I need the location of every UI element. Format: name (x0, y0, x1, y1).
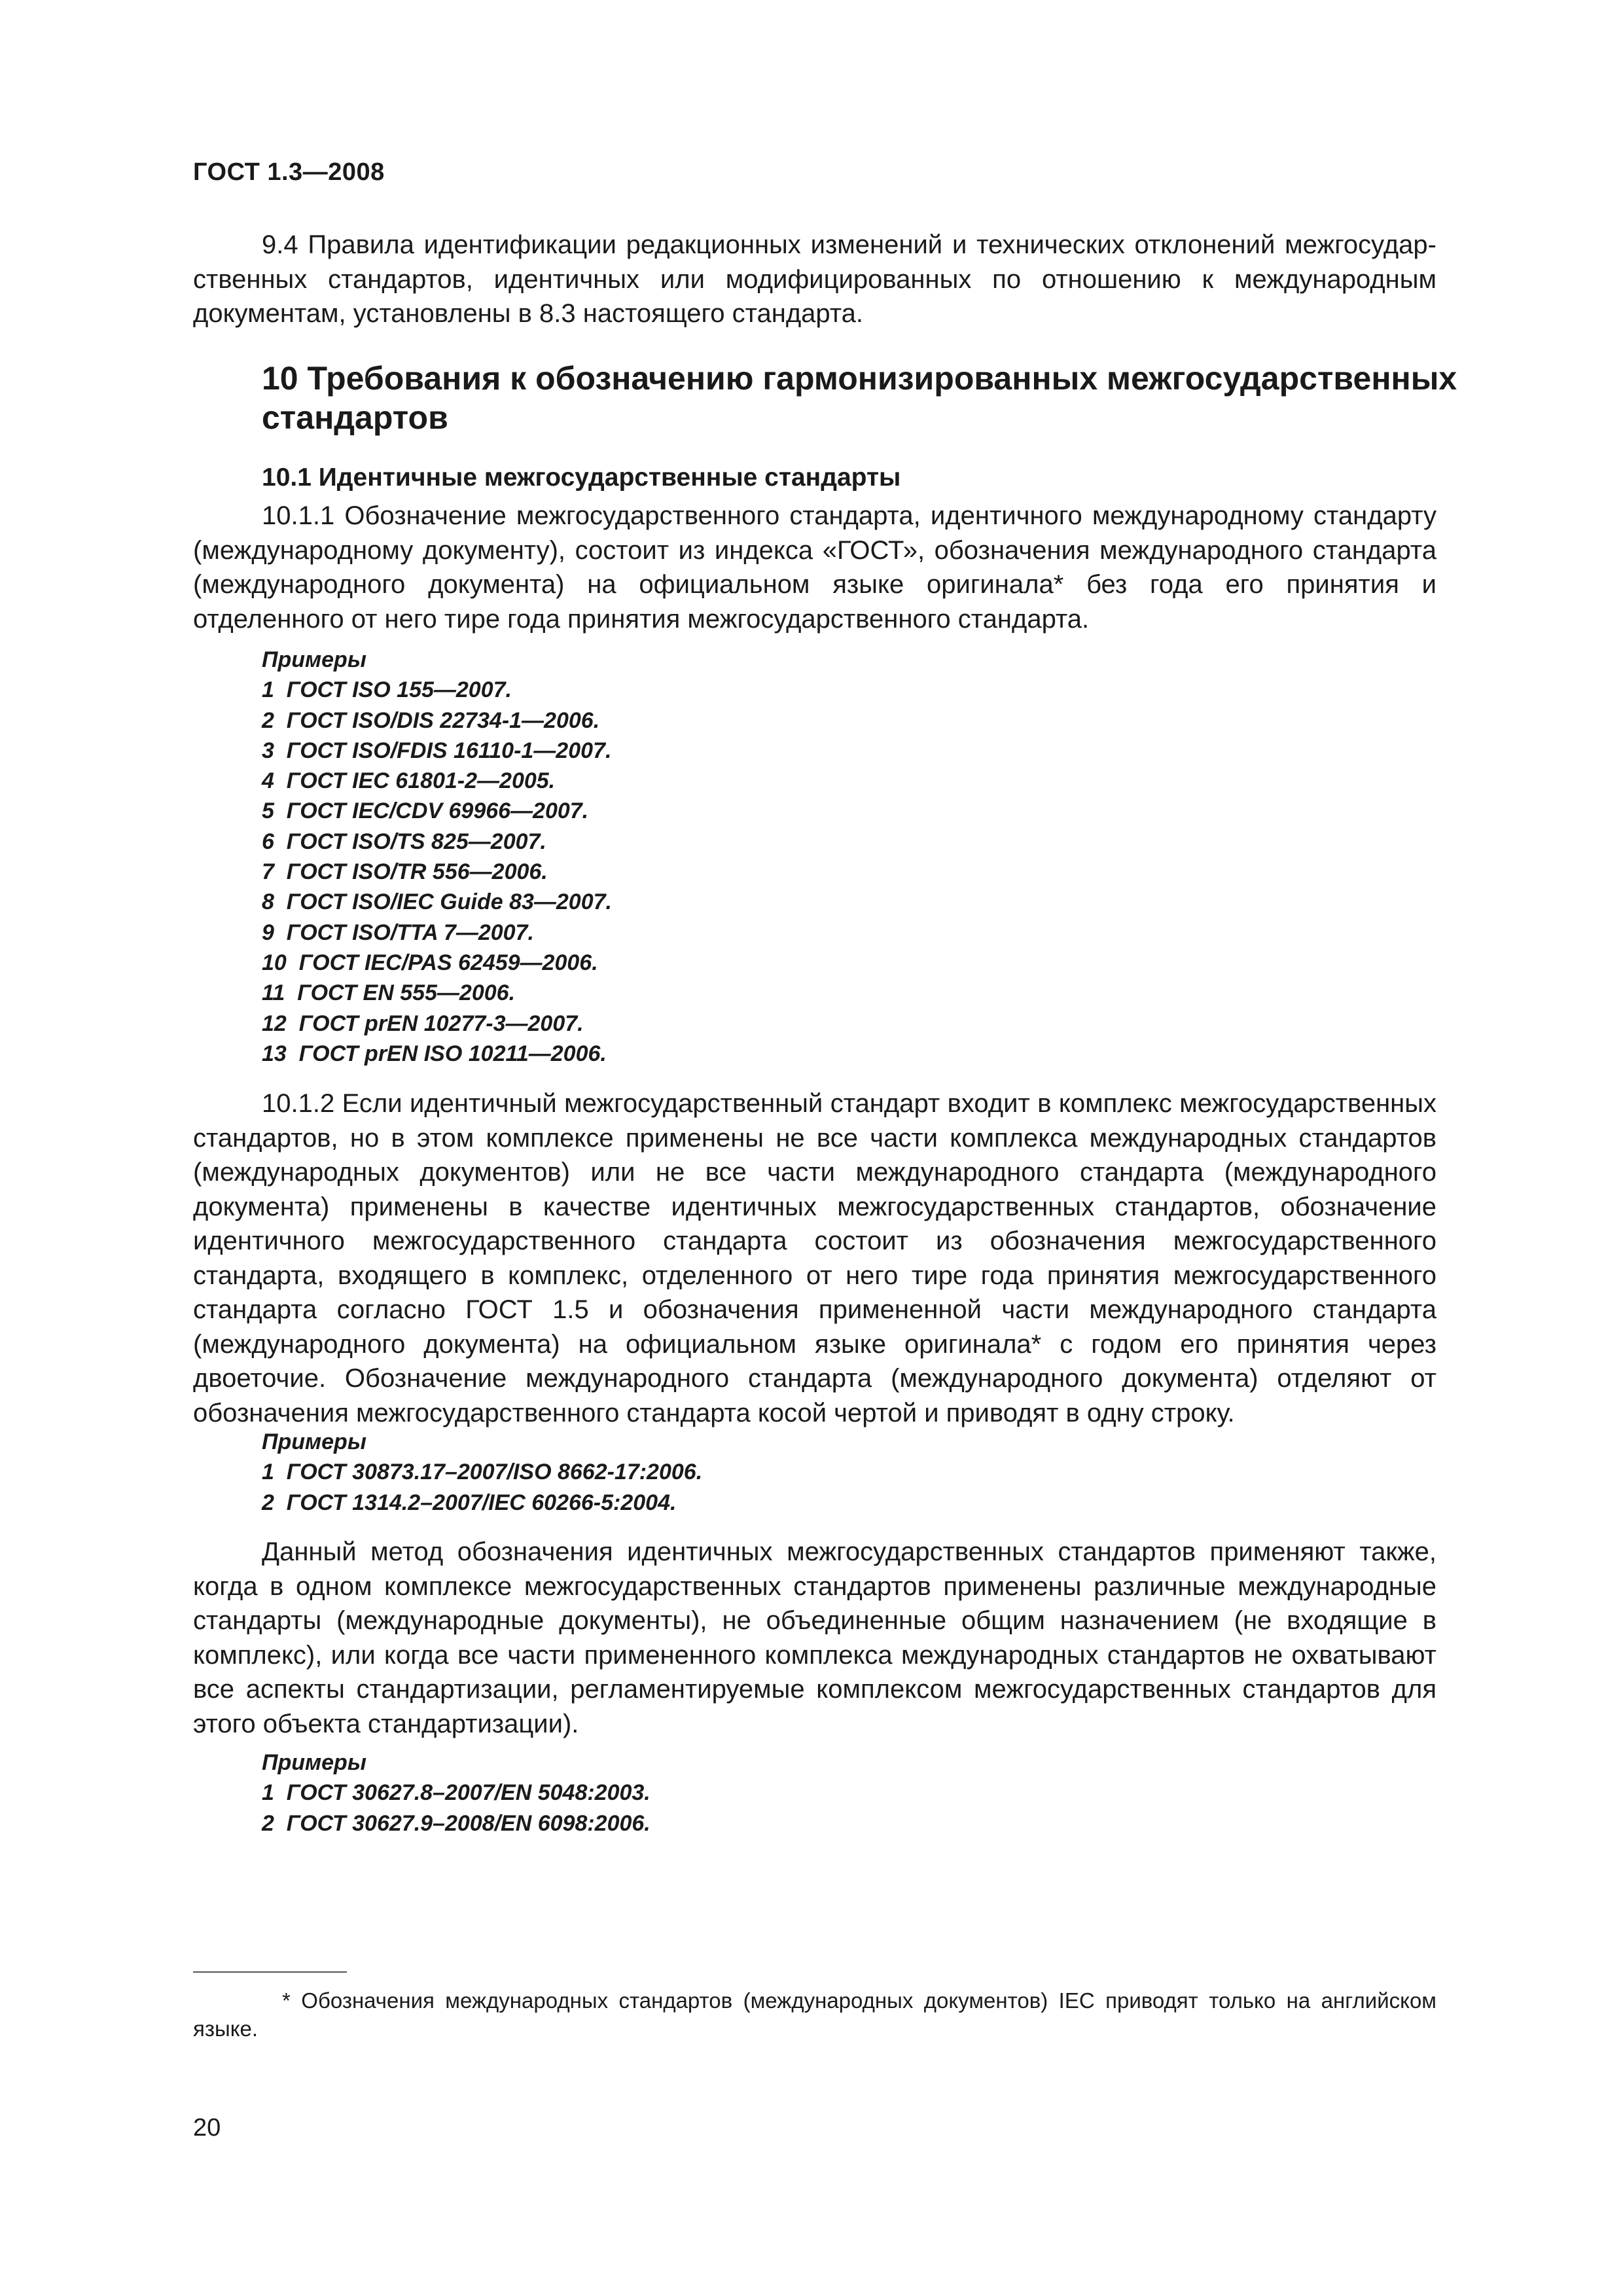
page-header-doc-code: ГОСТ 1.3—2008 (193, 158, 385, 186)
paragraph-10-1-2-block (193, 1086, 1436, 1430)
example-item: 11 ГОСТ EN 555—2006. (262, 980, 516, 1006)
footnote: * Обозначения международных стандартов (международных документов) IEC приводят только на английском языке. (193, 1988, 1436, 2041)
example-item: 1 ГОСТ 30627.8–2007/EN 5048:2003. (262, 1780, 651, 1806)
paragraph-method-block (193, 1535, 1436, 1741)
examples-title: Примеры (262, 1429, 366, 1454)
example-item: 3 ГОСТ ISO/FDIS 16110-1—2007. (262, 738, 612, 763)
examples-title: Примеры (262, 1750, 366, 1775)
page-number: 20 (193, 2114, 221, 2142)
paragraph-9-4: 9.4 Правила идентификации редакционных изменений и технических отклонений межгосударственных стандартов, идентичных или модифицированных по отношению к международным документам, установлены в 8.3 настоящего стандарта. (193, 230, 1436, 328)
examples-list-3 (262, 1748, 1309, 1839)
subsection-10-1-heading: 10.1 Идентичные межгосударственные стандарты (262, 463, 901, 492)
example-item: 7 ГОСТ ISO/TR 556—2006. (262, 859, 548, 885)
example-item: 12 ГОСТ prEN 10277-3—2007. (262, 1011, 584, 1036)
example-item: 10 ГОСТ IEC/PAS 62459—2006. (262, 950, 598, 975)
example-item: 9 ГОСТ ISO/TTA 7—2007. (262, 920, 534, 945)
paragraph-9-4-block (193, 228, 1436, 331)
example-item: 4 ГОСТ IEC 61801-2—2005. (262, 768, 556, 794)
paragraph-10-1-1-block (193, 499, 1436, 636)
example-item: 2 ГОСТ ISO/DIS 22734-1—2006. (262, 708, 600, 733)
example-item: 1 ГОСТ ISO 155—2007. (262, 677, 512, 703)
example-item: 2 ГОСТ 30627.9–2008/EN 6098:2006. (262, 1810, 651, 1836)
footnote-divider (193, 1971, 347, 1973)
example-item: 13 ГОСТ prEN ISO 10211—2006. (262, 1041, 607, 1066)
example-item: 6 ГОСТ ISO/TS 825—2007. (262, 829, 546, 854)
examples-list-1 (262, 645, 1309, 1069)
paragraph-10-1-1: 10.1.1 Обозначение межгосударственного стандарта, идентичного международному стандарту (международному документу), состоит из индекса «ГОСТ», обозначения международного стандарта (международного документа) на официальном языке оригинала* без года его принятия и отделенного от него тире года принятия межгосударственного стандарта. (193, 501, 1436, 634)
section-10-heading: 10 Требования к обозначению гармонизированных межгосударственных стандартов (262, 360, 1457, 436)
examples-list-2 (262, 1427, 1309, 1518)
paragraph-method: Данный метод обозначения идентичных межгосударственных стандартов применяют также, когда в одном комплексе межгосударственных стандартов применены различные международные стандарты (международные документы), не объединенные общим назначением (не входящие в комплекс), или когда все части примененного комплекса международных стандартов не охватывают все аспекты стандартизации, регламентируемые комплексом межгосударственных стандартов для этого объекта стандартизации). (193, 1537, 1436, 1738)
examples-title: Примеры (262, 647, 366, 672)
paragraph-10-1-2: 10.1.2 Если идентичный межгосударственный стандарт входит в комплекс межгосударственных стандартов, но в этом комплексе применены не все части комплекса международных стандартов (международных документов) или не все части международного стандарта (международного документа) применены в качестве идентичных межгосударственных стандартов, обозначение идентичного межгосударственного стандарта состоит из обозначения межгосударственного стандарта, входящего в комплекс, отделенного от него тире года принятия межгосударственного стандарта согласно ГОСТ 1.5 и обозначения примененной части международного стандарта (международного документа) на официальном языке оригинала* с годом его принятия через двоеточие. Обозначение международного стандарта (международного документа) отделяют от обозначения межгосударственного стандарта косой чертой и приводят в одну строку. (193, 1089, 1436, 1427)
example-item: 5 ГОСТ IEC/CDV 69966—2007. (262, 798, 589, 824)
example-item: 8 ГОСТ ISO/IEC Guide 83—2007. (262, 889, 612, 915)
example-item: 2 ГОСТ 1314.2–2007/IEC 60266-5:2004. (262, 1490, 677, 1515)
example-item: 1 ГОСТ 30873.17–2007/ISO 8662-17:2006. (262, 1460, 703, 1485)
